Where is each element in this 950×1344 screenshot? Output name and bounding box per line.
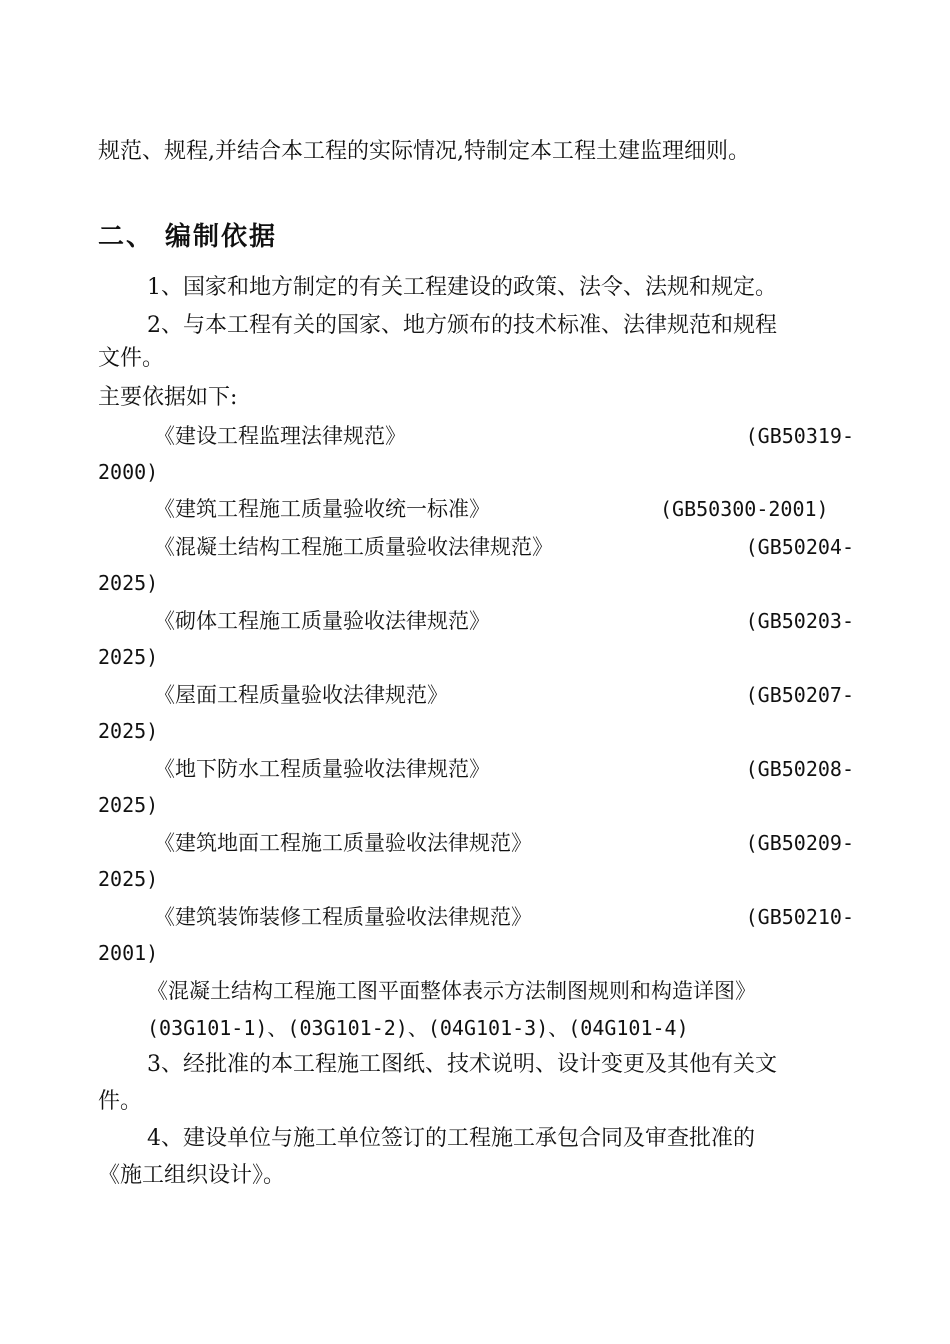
- basis-item-2-line-2: 文件。: [98, 346, 165, 371]
- standard-code: (GB50210-: [745, 905, 854, 929]
- standard-code: (GB50300-2001): [660, 497, 829, 521]
- standard-code: (GB50319-: [745, 424, 854, 448]
- standard-code: (GB50204-: [745, 535, 854, 559]
- basis-item-1: 1、国家和地方制定的有关工程建设的政策、法令、法规和规定。: [147, 275, 777, 300]
- standard-title: 《砌体工程施工质量验收法律规范》: [154, 609, 490, 633]
- standard-year: 2025): [98, 571, 159, 595]
- standard-year: 2025): [98, 867, 159, 891]
- basis-item-2-line-1: 2、与本工程有关的国家、地方颁布的技术标准、法律规范和规程: [147, 313, 777, 338]
- standard-title: 《建筑工程施工质量验收统一标准》: [154, 497, 490, 521]
- standard-year: 2000): [98, 460, 159, 484]
- standard-year: 2025): [98, 645, 159, 669]
- basis-item-4-line-2: 《施工组织设计》。: [98, 1163, 286, 1188]
- drawing-standard-title: 《混凝土结构工程施工图平面整体表示方法制图规则和构造详图》: [147, 979, 756, 1003]
- standard-year: 2001): [98, 941, 159, 965]
- standard-title: 《屋面工程质量验收法律规范》: [154, 683, 448, 707]
- standard-title: 《建筑装饰装修工程质量验收法律规范》: [154, 905, 532, 929]
- main-basis-label: 主要依据如下:: [98, 385, 238, 410]
- drawing-standard-codes: (03G101-1)、(03G101-2)、(04G101-3)、(04G101-4): [147, 1016, 689, 1040]
- basis-item-3-line-1: 3、经批准的本工程施工图纸、技术说明、设计变更及其他有关文: [147, 1052, 777, 1077]
- standard-title: 《建设工程监理法律规范》: [154, 424, 406, 448]
- section-heading: 二、 编制依据: [98, 222, 278, 252]
- standard-title: 《地下防水工程质量验收法律规范》: [154, 757, 490, 781]
- basis-item-4-line-1: 4、建设单位与施工单位签订的工程施工承包合同及审查批准的: [147, 1126, 755, 1151]
- standard-code: (GB50209-: [745, 831, 854, 855]
- standard-code: (GB50207-: [745, 683, 854, 707]
- standard-year: 2025): [98, 793, 159, 817]
- standard-code: (GB50208-: [745, 757, 854, 781]
- intro-paragraph-tail: 规范、规程,并结合本工程的实际情况,特制定本工程土建监理细则。: [98, 139, 750, 164]
- standard-year: 2025): [98, 719, 159, 743]
- basis-item-3-line-2: 件。: [98, 1089, 143, 1114]
- standard-code: (GB50203-: [745, 609, 854, 633]
- standard-title: 《建筑地面工程施工质量验收法律规范》: [154, 831, 532, 855]
- standard-title: 《混凝土结构工程施工质量验收法律规范》: [154, 535, 553, 559]
